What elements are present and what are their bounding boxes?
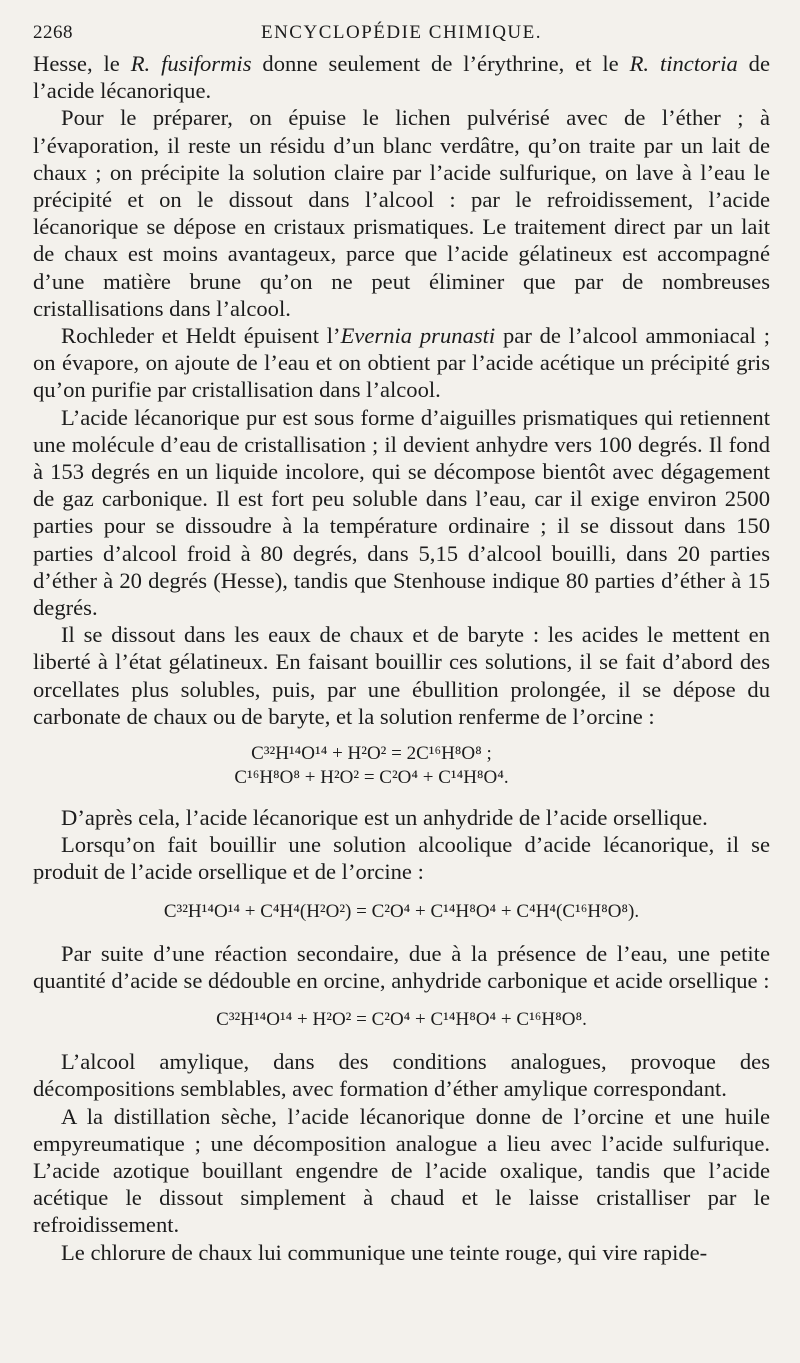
- text-run: Par suite d’une réaction secondaire, due à la présence de l’eau, une petite quantité d’acide se dédouble en orcine, anhydride carbonique et acide orsellique :: [33, 940, 770, 993]
- paragraph: [33, 404, 770, 622]
- paragraph: [33, 1239, 770, 1266]
- paragraph: [33, 940, 770, 994]
- page-number: 2268: [33, 22, 73, 43]
- italic-run: R. tinctoria: [629, 51, 738, 76]
- equation-block-1: [33, 742, 770, 790]
- equation-line: C¹⁶H⁸O⁸ + H²O² = C²O⁴ + C¹⁴H⁸O⁴.: [234, 767, 509, 789]
- text-run: Lorsqu’on fait bouillir une solution alcoolique d’acide lécanorique, il se produit de l’acide orsellique et de l’orcine :: [33, 832, 770, 885]
- text-run: Le chlorure de chaux lui communique une teinte rouge, qui vire rapide-: [61, 1239, 708, 1265]
- text-run: de l’acide lécanorique.: [33, 51, 771, 104]
- paragraph-group-2: [33, 804, 770, 886]
- equation-3: C³²H¹⁴O¹⁴ + H²O² = C²O⁴ + C¹⁴H⁸O⁴ + C¹⁶H⁸O⁸.: [216, 1009, 587, 1031]
- paragraph: [33, 1048, 770, 1102]
- running-head: ENCYCLOPÉDIE CHIMIQUE.: [260, 22, 543, 43]
- paragraph: [33, 104, 770, 322]
- italic-run: Evernia prunasti: [340, 323, 496, 349]
- equation-2: C³²H¹⁴O¹⁴ + C⁴H⁴(H²O²) = C²O⁴ + C¹⁴H⁸O⁴ + C⁴H⁴(C¹⁶H⁸O⁸).: [163, 900, 640, 922]
- paragraph-group-3: [33, 940, 770, 994]
- text-run: A la distillation sèche, l’acide lécanorique donne de l’orcine et une huile empyreumatique ; une décomposition analogue a lieu avec l’acide sulfurique. L’acide azotique bouillant engendre de l’acide oxalique, tandis que l’acide acétique le dissout simplement à chaud et le laisse cristalliser par le refroidissement.: [33, 1103, 770, 1238]
- text-run: D’après cela, l’acide lécanorique est un anhydride de l’acide orsellique.: [61, 805, 708, 831]
- paragraph: [33, 621, 770, 730]
- text-run: par de l’alcool ammoniacal ; on évapore, on ajoute de l’eau et on obtient par l’acide acétique un précipité gris qu’on purifie par cristallisation dans l’alcool.: [33, 323, 770, 403]
- paragraph: [33, 804, 770, 831]
- paragraph: [33, 50, 770, 104]
- paragraph: [33, 831, 770, 885]
- text-run: L’acide lécanorique pur est sous forme d’aiguilles prismatiques qui retiennent une molécule d’eau de cristallisation ; il devient anhydre vers 100 degrés. Il fond à 153 degrés en un liquide incolore, qui se décompose bientôt avec dégagement de gaz carbonique. Il est fort peu soluble dans l’eau, car il exige environ 2500 parties pour se dissoudre à la température ordinaire ; il se dissout dans 150 parties d’alcool froid à 80 degrés, dans 5,15 d’alcool bouilli, dans 20 parties d’éther à 20 degrés (Hesse), tandis que Stenhouse indique 80 parties d’éther à 15 degrés.: [33, 404, 770, 621]
- paragraph-group-4: [33, 1048, 770, 1266]
- paragraph-group-1: [33, 50, 770, 730]
- text-run: Rochleder et Heldt épuisent l’: [61, 323, 341, 349]
- text-run: Hesse, le: [33, 51, 131, 76]
- paragraph: [33, 322, 770, 404]
- paragraph: [33, 1103, 770, 1239]
- equation-line: C³²H¹⁴O¹⁴ + H²O² = 2C¹⁶H⁸O⁸ ;: [251, 743, 492, 765]
- text-run: L’alcool amylique, dans des conditions analogues, provoque des décompositions semblables, avec formation d’éther amylique correspondant.: [33, 1049, 770, 1102]
- text-run: donne seulement de l’érythrine, et le: [251, 51, 630, 76]
- italic-run: R. fusiformis: [130, 51, 252, 76]
- page-header: [33, 14, 770, 50]
- body-text: [33, 50, 770, 1266]
- text-run: Pour le préparer, on épuise le lichen pulvérisé avec de l’éther ; à l’évaporation, il reste un résidu d’un blanc verdâtre, qu’on traite par un lait de chaux ; on précipite la solution claire par l’acide sulfurique, on lave à l’eau le précipité et on le dissout dans l’alcool : par le refroidissement, l’acide lécanorique se dépose en cristaux prismatiques. Le traitement direct par un lait de chaux est moins avantageux, parce que l’acide gélatineux est accompagné d’une matière brune qu’on ne peut éliminer que par de nombreuses cristallisations dans l’alcool.: [33, 105, 770, 321]
- text-run: Il se dissout dans les eaux de chaux et de baryte : les acides le mettent en liberté à l’état gélatineux. En faisant bouillir ces solutions, il se fait d’abord des orcellates plus solubles, puis, par une ébullition prolongée, il se dépose du carbonate de chaux ou de baryte, et la solution renferme de l’orcine :: [33, 622, 770, 729]
